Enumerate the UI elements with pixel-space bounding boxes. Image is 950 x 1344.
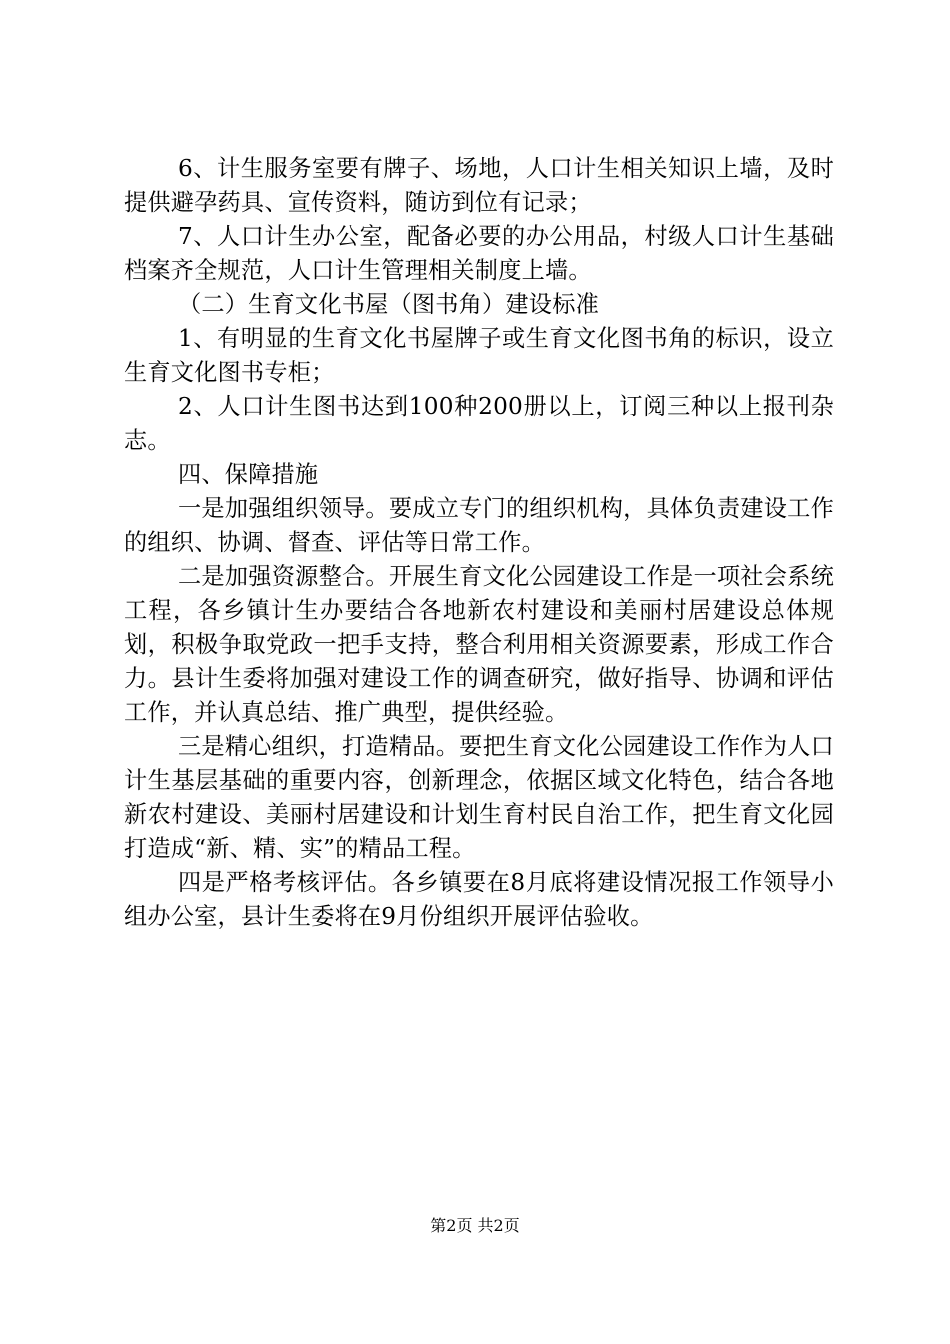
paragraph-bookroom-item-1: 1、有明显的生育文化书屋牌子或生育文化图书角的标识，设立生育文化图书专柜； <box>124 325 834 386</box>
section-heading-bookroom-standard: （二）生育文化书屋（图书角）建设标准 <box>178 291 599 318</box>
paragraph-safeguard-4: 四是严格考核评估。各乡镇要在8月底将建设情况报工作领导小组办公室，县计生委将在9月份组织开展评估验收。 <box>124 869 834 930</box>
paragraph-bookroom-item-2: 2、人口计生图书达到100种200册以上，订阅三种以上报刊杂志。 <box>124 393 834 454</box>
section-heading-safeguards: 四、保障措施 <box>178 461 319 488</box>
paragraph-item-7: 7、人口计生办公室，配备必要的办公用品，村级人口计生基础档案齐全规范，人口计生管理相关制度上墙。 <box>124 223 834 284</box>
document-body <box>124 152 834 934</box>
paragraph-item-6: 6、计生服务室要有牌子、场地，人口计生相关知识上墙，及时提供避孕药具、宣传资料，随访到位有记录； <box>124 155 834 216</box>
paragraph-safeguard-1: 一是加强组织领导。要成立专门的组织机构，具体负责建设工作的组织、协调、督查、评估等日常工作。 <box>124 495 834 556</box>
paragraph-safeguard-3: 三是精心组织，打造精品。要把生育文化公园建设工作作为人口计生基层基础的重要内容，创新理念，依据区域文化特色，结合各地新农村建设、美丽村居建设和计划生育村民自治工作，把生育文化园打造成“新、精、实”的精品工程。 <box>124 733 834 862</box>
page-footer: 第2页 共2页 <box>430 1216 520 1235</box>
paragraph-safeguard-2: 二是加强资源整合。开展生育文化公园建设工作是一项社会系统工程，各乡镇计生办要结合各地新农村建设和美丽村居建设总体规划，积极争取党政一把手支持，整合利用相关资源要素，形成工作合力。县计生委将加强对建设工作的调查研究，做好指导、协调和评估工作，并认真总结、推广典型，提供经验。 <box>124 563 834 726</box>
